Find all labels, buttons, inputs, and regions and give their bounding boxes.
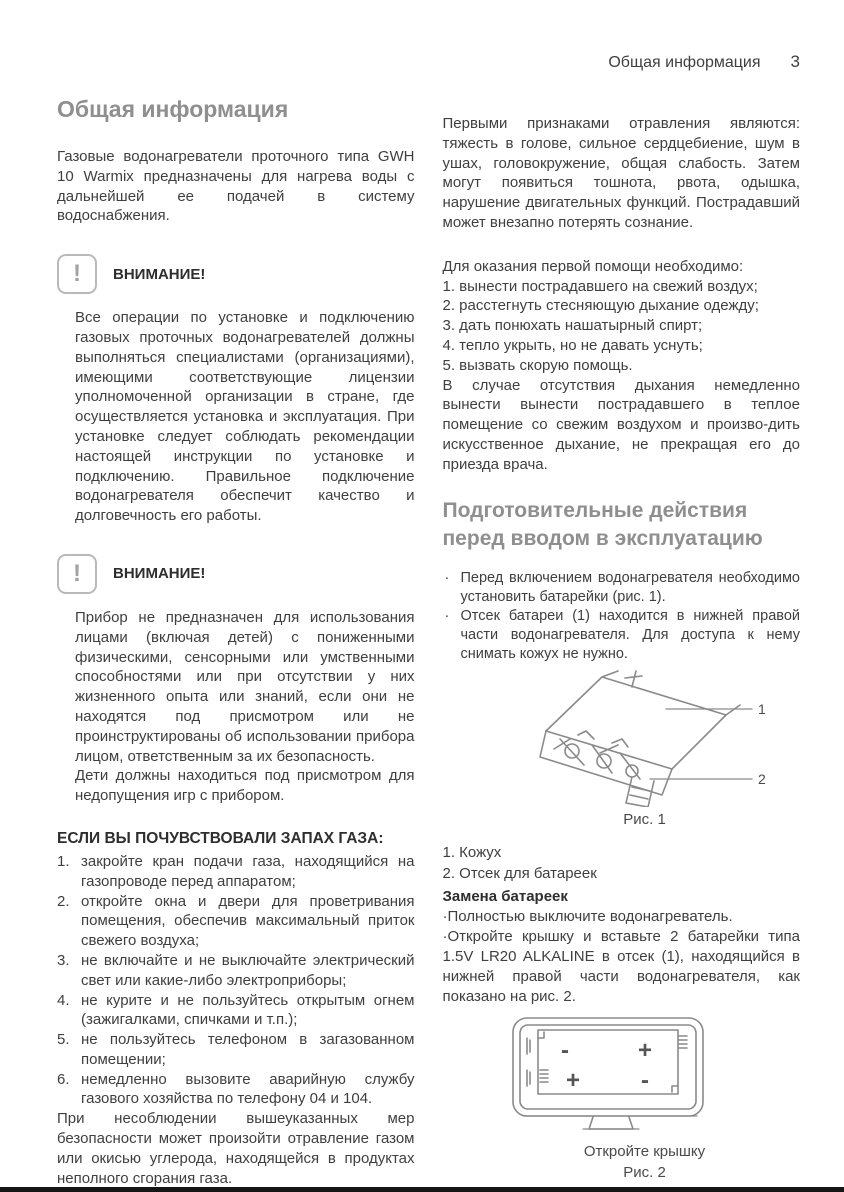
battery-step: ·Полностью выключите водонагреватель. <box>442 908 733 926</box>
poisoning-symptoms-paragraph: Первыми признаками отравления являются: тяжесть в голове, сильное сердцебиение, шум в ушах, головокружение, общая слабость. Затем могут появиться тошнота, рвота, одышка, нарушение двигательных функций. Пострадавший может внезапно потерять сознание. <box>442 115 800 231</box>
list-item <box>57 1030 415 1070</box>
page-header <box>0 0 844 72</box>
legend-item: 2. Отсек для батареек <box>442 865 597 883</box>
warning-body <box>75 608 415 806</box>
figure-2-caption-line2: Рис. 2 <box>623 1164 666 1182</box>
first-aid-intro: Для оказания первой помощи необходимо: <box>442 257 744 275</box>
item-number: 6. <box>57 1070 70 1088</box>
figure-1 <box>505 669 785 828</box>
item-number: 4. <box>57 991 70 1009</box>
warning-text: Все операции по установке и подключению газовых проточных водонагревателей должны выполняться специалистами (организациями), имеющими соответствующие лицензии уполномоченной организации в стране, где осуществляется установка и эксплуатация. При установке следует соблюдать рекомендации настоящей инструкции по установке и подключению. Правильное подключение водонагревателя обеспечит качество и долговечность его работы. <box>75 309 415 525</box>
callout-1: 1 <box>757 701 766 718</box>
list-item <box>443 569 801 607</box>
battery-polarity-mark: - <box>640 1067 649 1095</box>
battery-compartment-drawing <box>505 1014 717 1136</box>
item-text: не пользуйтесь телефоном в загазованном помещении; <box>81 1031 415 1068</box>
list-item <box>443 607 801 664</box>
first-aid-step: 2. расстегнуть стесняющую дыхание одежду; <box>442 297 759 315</box>
right-column <box>443 72 801 1188</box>
battery-polarity-mark: + <box>637 1037 652 1065</box>
item-text: не включайте и не выключайте электрический свет или какие-либо электроприборы; <box>81 951 415 989</box>
section-title: Общая информация <box>57 96 289 122</box>
left-column <box>57 72 415 1188</box>
page-bottom-rule <box>0 1187 844 1192</box>
item-text: Отсек батареи (1) находится в нижней правой части водонагревателя. Для доступа к нему снимать кожух не нужно. <box>460 607 800 662</box>
warning-text: Прибор не предназначен для использования лицами (включая детей) с пониженными физическими, сенсорными или умственными способностями или при отсутствии у них жизненного опыта или знаний, если они не находятся под присмотром или не проинструктированы об использовании прибора лицом, ответственным за их безопасность. <box>75 608 415 765</box>
battery-polarity-mark: + <box>565 1067 580 1095</box>
list-item <box>57 1070 415 1110</box>
two-column-layout <box>0 72 844 1188</box>
figure-2-caption-line1: Откройте крышку <box>583 1143 706 1161</box>
bullet-marker: · <box>444 607 450 624</box>
item-text: не курите и не пользуйтесь открытым огнем (зажигалками, спичками и т.п.); <box>81 991 415 1029</box>
page-number: 3 <box>790 52 800 71</box>
warning-label: ВНИМАНИЕ! <box>113 565 206 583</box>
list-item <box>57 951 415 991</box>
callout-2: 2 <box>757 771 766 788</box>
gas-warning-footer: При несоблюдении вышеуказанных мер безопасности может произойти отравление газом или окисью углерода, находящейся в продуктах неполного сгорания газа. <box>57 1110 415 1187</box>
figure-2 <box>505 1014 785 1183</box>
gas-smell-list <box>57 852 415 1109</box>
running-title: Общая информация <box>608 54 761 71</box>
list-item <box>57 892 415 951</box>
battery-step: ·Откройте крышку и вставьте 2 батарейки типа 1.5V LR20 ALKALINE в отсек (1), находящийся в нижней правой части водонагревателя, как показано на рис. 2. <box>442 928 800 1005</box>
item-text: откройте окна и двери для проветривания помещения, обеспечив максимальный приток свежего воздуха; <box>81 892 415 950</box>
item-number: 1. <box>57 852 70 870</box>
list-item <box>57 991 415 1031</box>
warning-text: Дети должны находиться под присмотром для недопущения игр с прибором. <box>75 767 415 805</box>
item-text: закройте кран подачи газа, находящийся на газопроводе перед аппаратом; <box>81 852 415 890</box>
warning-block-1 <box>57 254 415 526</box>
exclamation-icon: ! <box>57 254 97 294</box>
warning-block-2 <box>57 554 415 806</box>
battery-polarity-mark: - <box>560 1037 569 1065</box>
first-aid-step: 5. вызвать скорую помощь. <box>442 356 633 374</box>
first-aid-block <box>443 257 801 475</box>
prep-bullet-list <box>443 569 801 663</box>
item-number: 5. <box>57 1031 70 1049</box>
warning-header <box>57 254 415 294</box>
battery-replace-steps <box>443 907 801 1006</box>
item-number: 2. <box>57 892 70 910</box>
list-item <box>57 852 415 892</box>
first-aid-step: 3. дать понюхать нашатырный спирт; <box>442 317 703 335</box>
first-aid-step: 1. вынести пострадавшего на свежий воздух; <box>442 277 758 295</box>
item-text: Перед включением водонагревателя необходимо установить батарейки (рис. 1). <box>460 570 800 606</box>
item-text: немедленно вызовите аварийную службу газового хозяйства по телефону 04 и 104. <box>81 1070 415 1108</box>
warning-body <box>75 308 415 526</box>
warning-label: ВНИМАНИЕ! <box>113 265 206 283</box>
warning-header <box>57 554 415 594</box>
first-aid-step: 4. тепло укрыть, но не давать уснуть; <box>442 336 703 354</box>
intro-paragraph: Газовые водонагреватели проточного типа GWH 10 Warmix предназначены для нагрева воды с дальнейшей ее подачей в систему водоснабжения. <box>57 148 415 225</box>
figure-legend <box>443 842 801 884</box>
prep-section-heading: Подготовительные действия перед вводом в эксплуатацию <box>442 498 763 550</box>
water-heater-drawing <box>514 669 776 807</box>
figure-1-caption: Рис. 1 <box>623 811 666 829</box>
legend-item: 1. Кожух <box>442 844 502 862</box>
first-aid-outro: В случае отсутствия дыхания немедленно вынести вынести пострадавшего в теплое помещение со свежим воздухом и произво-дить искусственное дыхание, не прекращая его до приезда врача. <box>442 376 800 473</box>
item-number: 3. <box>57 951 70 969</box>
battery-replace-heading: Замена батареек <box>442 888 568 906</box>
bullet-marker: · <box>444 570 450 587</box>
gas-smell-heading: ЕСЛИ ВЫ ПОЧУВСТВОВАЛИ ЗАПАХ ГАЗА: <box>57 829 384 847</box>
exclamation-icon: ! <box>57 554 97 594</box>
